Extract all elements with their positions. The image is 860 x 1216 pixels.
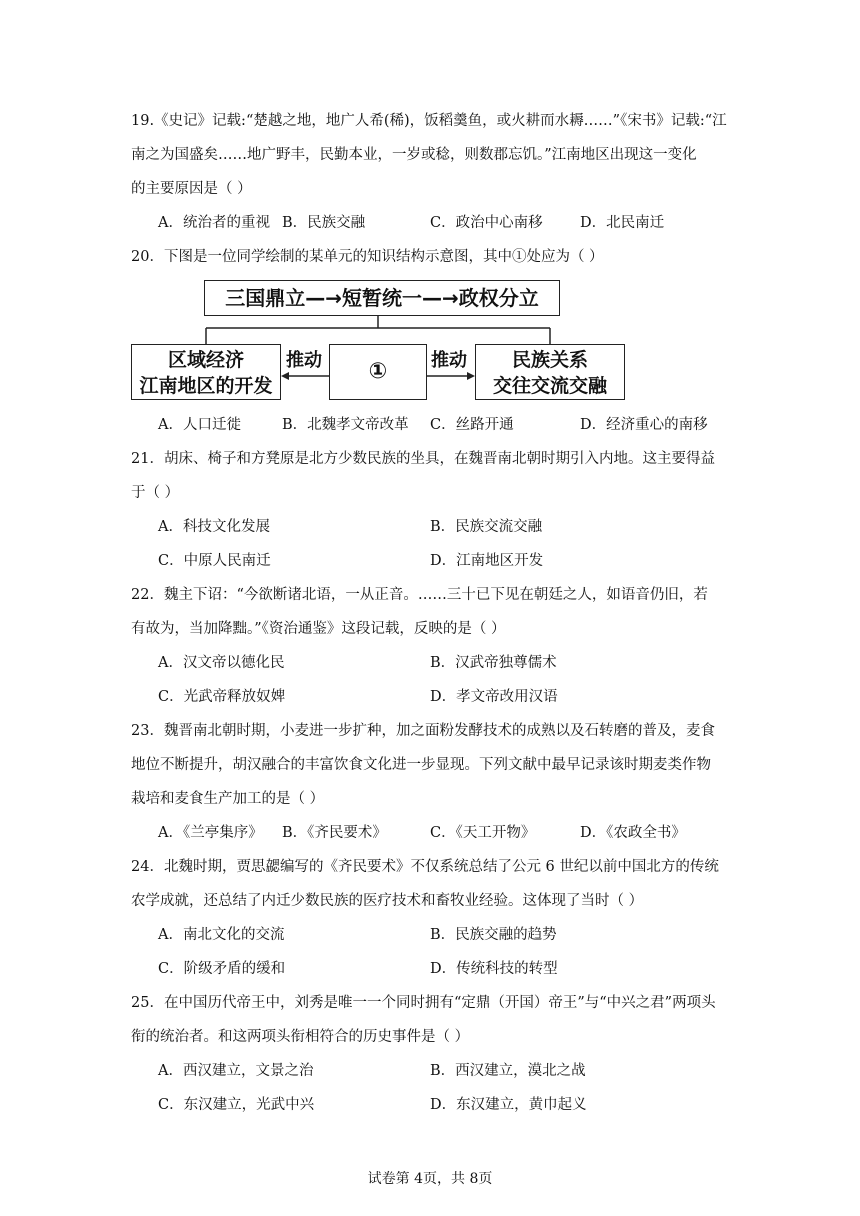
question-25-options-row-2 xyxy=(158,1088,758,1122)
diagram-left-box xyxy=(131,344,281,400)
question-24-options-row-2 xyxy=(158,952,758,986)
option-a: A．人口迁徙 xyxy=(158,417,241,433)
question-19-line-3: 的主要原因是（ ） xyxy=(131,181,252,197)
question-21-line-1: 21．胡床、椅子和方凳原是北方少数民族的坐具，在魏晋南北朝时期引入内地。这主要得益 xyxy=(131,451,715,467)
option-c: C．《天工开物》 xyxy=(430,825,536,841)
option-c: C．光武帝释放奴婢 xyxy=(158,689,286,705)
option-c: C．中原人民南迁 xyxy=(158,553,271,569)
question-23-line-3: 栽培和麦食生产加工的是（ ） xyxy=(131,791,325,807)
option-a: A．科技文化发展 xyxy=(158,519,270,535)
question-20-stem: 20．下图是一位同学绘制的某单元的知识结构示意图，其中①处应为（ ） xyxy=(131,249,604,265)
option-a: A．南北文化的交流 xyxy=(158,927,285,943)
question-24-line-2: 农学成就，还总结了内迁少数民族的医疗技术和畜牧业经验。这体现了当时（ ） xyxy=(131,893,644,909)
option-b: B．汉武帝独尊儒术 xyxy=(430,655,557,671)
diagram-right-box xyxy=(475,344,625,400)
option-d: D．江南地区开发 xyxy=(430,553,544,569)
option-c: C．阶级矛盾的缓和 xyxy=(158,961,286,977)
right-box-line-1: 民族关系 xyxy=(511,349,588,371)
question-19 xyxy=(131,104,731,206)
question-24 xyxy=(131,850,731,918)
question-23-line-1: 23．魏晋南北朝时期，小麦进一步扩种，加之面粉发酵技术的成熟以及石转磨的普及，麦食 xyxy=(131,723,715,739)
question-25-line-2: 衔的统治者。和这两项头衔相符合的历史事件是（ ） xyxy=(131,1029,470,1045)
question-19-line-1: 19.《史记》记载:“楚越之地，地广人希(稀)，饭稻羹鱼，或火耕而水耨……”《宋书》记载:“江 xyxy=(131,113,727,129)
question-21 xyxy=(131,442,731,510)
diagram-middle-box: ① xyxy=(329,344,427,400)
left-arrow-label: 推动 xyxy=(286,350,322,371)
question-22-options-row-2 xyxy=(158,680,758,714)
option-c: C．东汉建立，光武中兴 xyxy=(158,1097,315,1113)
question-24-line-1: 24．北魏时期，贾思勰编写的《齐民要术》不仅系统总结了公元 6 世纪以前中国北方的传统 xyxy=(131,859,719,875)
question-22-options-row-1 xyxy=(158,646,758,680)
question-25-line-1: 25．在中国历代帝王中，刘秀是唯一一个同时拥有“定鼎（开国）帝王”与“中兴之君”两项头 xyxy=(131,995,716,1011)
option-b: B．西汉建立，漠北之战 xyxy=(430,1063,586,1079)
option-a: A．汉文帝以德化民 xyxy=(158,655,285,671)
option-b: B．《齐民要术》 xyxy=(282,825,387,841)
question-21-options-row-2 xyxy=(158,544,758,578)
option-d: D．经济重心的南移 xyxy=(580,417,708,433)
option-b: B．民族交流交融 xyxy=(430,519,543,535)
question-19-options xyxy=(158,206,758,240)
option-c: C．丝路开通 xyxy=(430,417,514,433)
option-d: D．《农政全书》 xyxy=(580,825,686,841)
question-20-options xyxy=(158,408,758,442)
knowledge-structure-diagram xyxy=(131,278,631,404)
question-25 xyxy=(131,986,731,1054)
question-23-line-2: 地位不断提升，胡汉融合的丰富饮食文化进一步显现。下列文献中最早记录该时期麦类作物 xyxy=(131,757,711,773)
question-24-options-row-1 xyxy=(158,918,758,952)
option-d: D．孝文帝改用汉语 xyxy=(430,689,558,705)
option-d: D．北民南迁 xyxy=(580,215,665,231)
page-footer: 试卷第 4页，共 8页 xyxy=(367,1171,493,1187)
option-a: A．统治者的重视 xyxy=(158,215,270,231)
question-20 xyxy=(131,240,731,274)
option-a: A．西汉建立，文景之治 xyxy=(158,1063,314,1079)
question-19-line-2: 南之为国盛矣……地广野丰，民勤本业，一岁或稔，则数郡忘饥。”江南地区出现这一变化 xyxy=(131,147,697,163)
option-b: B．民族交融的趋势 xyxy=(430,927,557,943)
question-23-options xyxy=(158,816,758,850)
option-c: C．政治中心南移 xyxy=(430,215,543,231)
question-21-line-2: 于（ ） xyxy=(131,485,180,501)
option-b: B．北魏孝文帝改革 xyxy=(282,417,409,433)
option-d: D．东汉建立，黄巾起义 xyxy=(430,1097,587,1113)
question-21-options-row-1 xyxy=(158,510,758,544)
question-23 xyxy=(131,714,731,816)
diagram-top-box: 三国鼎立—→短暂统一—→政权分立 xyxy=(204,280,560,316)
left-box-line-2: 江南地区的开发 xyxy=(139,375,273,397)
left-box-line-1: 区域经济 xyxy=(167,349,244,371)
option-a: A．《兰亭集序》 xyxy=(158,825,263,841)
option-d: D．传统科技的转型 xyxy=(430,961,558,977)
question-25-options-row-1 xyxy=(158,1054,758,1088)
question-22-line-1: 22．魏主下诏：“今欲断诸北语，一从正音。……三十已下见在朝廷之人，如语音仍旧，若 xyxy=(131,587,708,603)
right-arrow-label: 推动 xyxy=(431,350,467,371)
question-22-line-2: 有故为，当加降黜。”《资治通鉴》这段记载，反映的是（ ） xyxy=(131,621,506,637)
question-22 xyxy=(131,578,731,646)
option-b: B．民族交融 xyxy=(282,215,366,231)
right-box-line-2: 交往交流交融 xyxy=(492,375,607,397)
